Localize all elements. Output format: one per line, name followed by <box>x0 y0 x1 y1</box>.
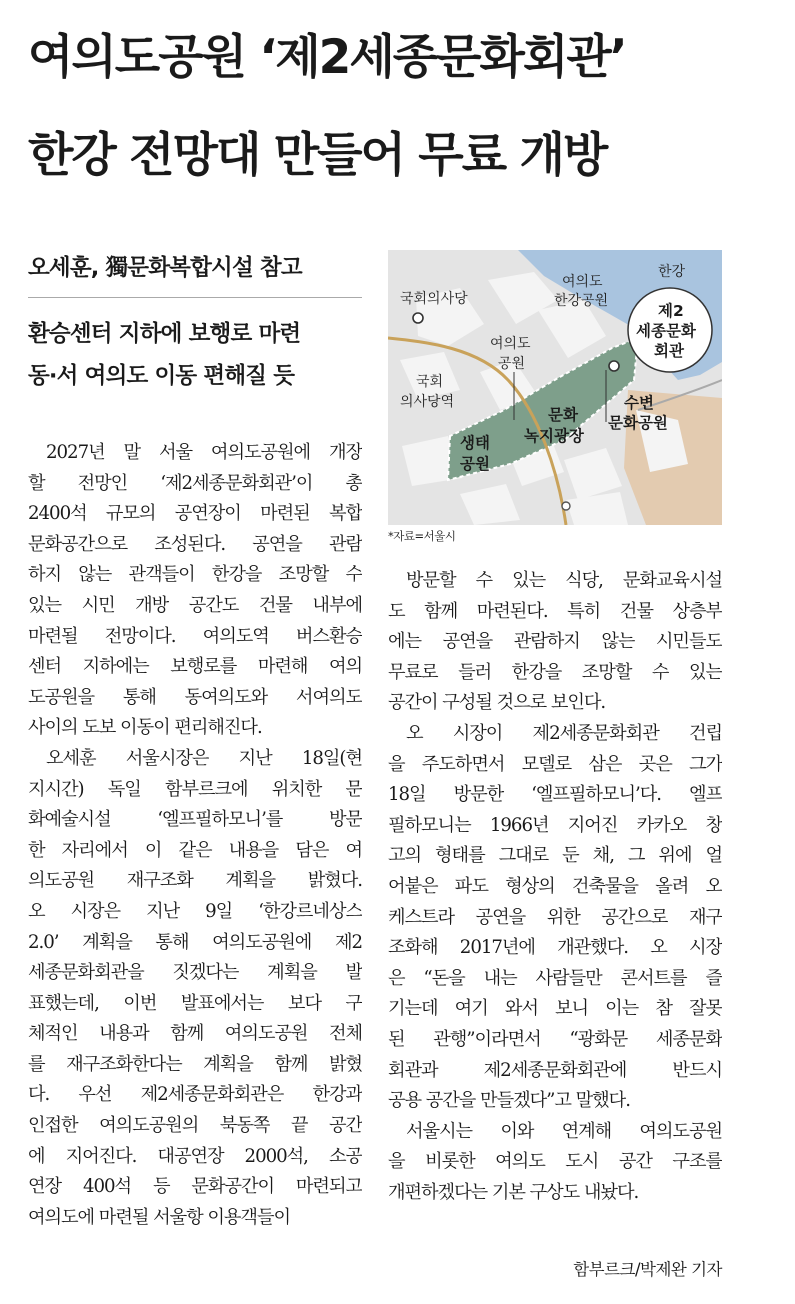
text-line: 필하모니는 1966년 지어진 카카오 창 <box>388 814 722 836</box>
text-line: 할 전망인 ‘제2세종문화회관’이 총 <box>28 472 362 494</box>
label-waterside-park-2: 문화공원 <box>608 414 668 432</box>
text-line: 다. 우선 제2세종문화회관은 한강과 <box>28 1084 362 1106</box>
paragraph <box>388 566 722 719</box>
text-line: 에는 공연을 관람하지 않는 시민들도 <box>388 631 722 653</box>
headline-line-1: 여의도공원 ‘제2세종문화회관’ <box>28 30 626 85</box>
text-line: 있는 시민 개방 공간도 건물 내부에 <box>28 594 362 616</box>
text-line: 은 “돈을 내는 사람들만 콘서트를 즐 <box>388 967 722 989</box>
text-line: 에 지어진다. 대공연장 2000석, 소공 <box>28 1145 362 1167</box>
text-line: 하지 않는 관객들이 한강을 조망할 수 <box>28 564 362 586</box>
text-line: 고의 형태를 그대로 둔 채, 그 위에 얼 <box>388 845 722 867</box>
text-line: 도공원을 통해 동여의도와 서여의도 <box>28 686 362 708</box>
text-line: 오 시장은 지난 9일 ‘한강르네상스 <box>28 900 362 922</box>
label-eco-park-1: 생태 <box>460 434 490 452</box>
text-line: 개편하겠다는 기본 구상도 내놨다. <box>388 1181 639 1203</box>
label-culture-plaza-1: 문화 <box>548 406 578 424</box>
label-yeouido-park-2: 공원 <box>498 356 526 372</box>
text-line: 어붙은 파도 형상의 건축물을 올려 오 <box>388 875 722 897</box>
text-line: 인접한 여의도공원의 북동쪽 끝 공간 <box>28 1115 362 1137</box>
label-yeouido-park-1: 여의도 <box>490 336 531 352</box>
paragraph <box>388 1117 722 1209</box>
label-national-assembly: 국회의사당 <box>400 291 468 307</box>
subhead-divider <box>28 297 362 298</box>
label-hall-1: 제2 <box>658 302 684 320</box>
text-line: 연장 400석 등 문화공간이 마련되고 <box>28 1176 362 1198</box>
label-culture-plaza-2: 녹지광장 <box>524 427 584 445</box>
paragraph <box>28 438 362 744</box>
text-line: 2.0’ 계획을 통해 여의도공원에 제2 <box>28 931 362 953</box>
text-line: 공용 공간을 만들겠다”고 말했다. <box>388 1090 630 1112</box>
text-line: 무료로 들러 한강을 조망할 수 있는 <box>388 661 722 683</box>
text-line: 기는데 여기 와서 보니 이는 참 잘못 <box>388 998 722 1020</box>
label-yeouido-hangang-park-1: 여의도 <box>562 274 603 290</box>
subhead-3: 동·서 여의도 이동 편해질 듯 <box>28 363 295 389</box>
text-line: 지시간) 독일 함부르크에 위치한 문 <box>28 778 362 800</box>
label-waterside-park-1: 수변 <box>624 394 654 412</box>
text-line: 문화공간으로 조성된다. 공연을 관람 <box>28 533 362 555</box>
text-line: 표했는데, 이번 발표에서는 보다 구 <box>28 992 362 1014</box>
text-line: 화예술시설 ‘엘프필하모니’를 방문 <box>28 809 362 831</box>
headline-line-2: 한강 전망대 만들어 무료 개방 <box>28 128 607 183</box>
text-line: 오 시장이 제2세종문화회관 건립 <box>406 722 722 744</box>
label-hall-3: 회관 <box>654 342 684 360</box>
text-line: 마련될 전망이다. 여의도역 버스환승 <box>28 625 362 647</box>
text-line: 2400석 규모의 공연장이 마련된 복합 <box>28 503 362 525</box>
text-line: 한 자리에서 이 같은 내용을 담은 여 <box>28 839 362 861</box>
text-line: 여의도에 마련될 서울항 이용객들이 <box>28 1206 290 1228</box>
subhead-1: 오세훈, 獨문화복합시설 참고 <box>28 255 302 281</box>
text-line: 된 관행”이라면서 “광화문 세종문화 <box>388 1028 722 1050</box>
text-line: 서울시는 이와 연계해 여의도공원 <box>406 1120 722 1142</box>
text-line: 도 함께 마련된다. 특히 건물 상층부 <box>388 600 722 622</box>
location-map <box>388 250 722 525</box>
text-line: 방문할 수 있는 식당, 문화교육시설 <box>406 570 722 591</box>
label-station-1: 국회 <box>416 374 444 390</box>
map-credit: *자료=서울시 <box>388 529 456 543</box>
paragraph <box>388 719 722 1117</box>
subhead-2: 환승센터 지하에 보행로 마련 <box>28 321 301 347</box>
text-line: 사이의 도보 이동이 편리해진다. <box>28 717 262 739</box>
text-line: 조화해 2017년에 개관했다. 오 시장 <box>388 937 722 959</box>
byline: 함부르크/박제완 기자 <box>573 1260 722 1279</box>
body-column-left <box>28 438 362 1233</box>
text-line: 체적인 내용과 함께 여의도공원 전체 <box>28 1023 362 1045</box>
text-line: 18일 방문한 ‘엘프필하모니’다. 엘프 <box>388 784 722 806</box>
text-line: 오세훈 서울시장은 지난 18일(현 <box>46 747 362 769</box>
text-line: 2027년 말 서울 여의도공원에 개장 <box>46 442 362 463</box>
label-hangang: 한강 <box>658 264 686 280</box>
text-line: 를 재구조화한다는 계획을 함께 밝혔 <box>28 1053 362 1075</box>
text-line: 케스트라 공연을 위한 공간으로 재구 <box>388 906 722 928</box>
label-eco-park-2: 공원 <box>460 455 490 473</box>
text-line: 의도공원 재구조화 계획을 밝혔다. <box>28 870 362 892</box>
text-line: 회관과 제2세종문화회관에 반드시 <box>388 1059 722 1081</box>
text-line: 공간이 구성될 것으로 보인다. <box>388 692 606 714</box>
label-station-2: 의사당역 <box>400 394 455 410</box>
body-column-right <box>388 566 722 1208</box>
text-line: 센터 지하에는 보행로를 마련해 여의 <box>28 656 362 678</box>
label-hall-2: 세종문화 <box>636 322 696 340</box>
text-line: 을 주도하면서 모델로 삼은 곳은 그가 <box>388 753 722 775</box>
paragraph <box>28 744 362 1234</box>
text-line: 세종문화회관을 짓겠다는 계획을 발 <box>28 962 362 984</box>
text-line: 을 비롯한 여의도 도시 공간 구조를 <box>388 1151 722 1173</box>
label-yeouido-hangang-park-2: 한강공원 <box>554 293 609 309</box>
